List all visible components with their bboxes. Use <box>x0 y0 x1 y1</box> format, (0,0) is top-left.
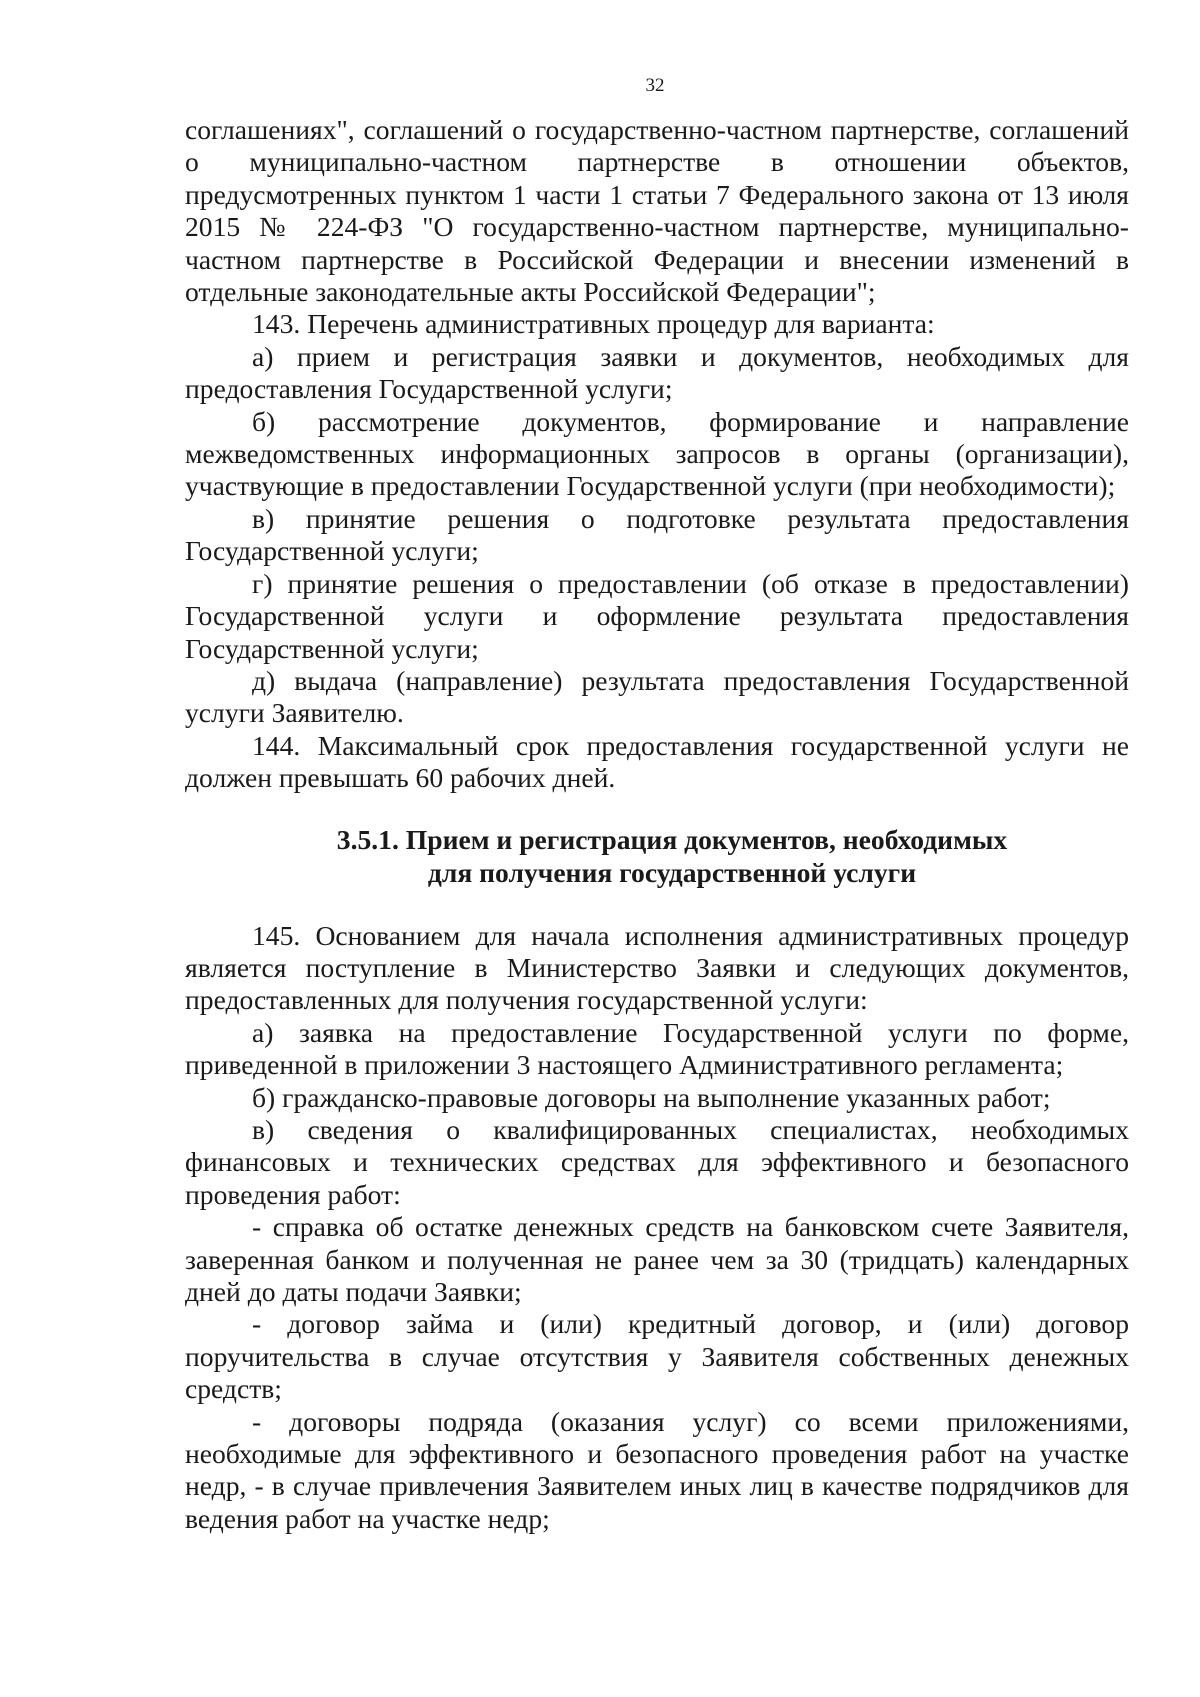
paragraph: 143. Перечень административных процедур для варианта: <box>252 308 935 340</box>
section-heading-line-2: для получения государственной услуги <box>427 856 917 888</box>
paragraph: б) гражданско-правовые договоры на выполнение указанных работ; <box>252 1081 1051 1113</box>
page-number: 32 <box>645 75 665 96</box>
paragraph: в) принятие решения о подготовке результата предоставления Государственной услуги; <box>185 502 1129 567</box>
paragraph: - справка об остатке денежных средств на банковском счете Заявителя, заверенная банком и полученная не ранее чем за 30 (тридцать) календарных дней до даты подачи Заявки; <box>185 1211 1129 1307</box>
paragraph: в) сведения о квалифицированных специалистах, необходимых финансовых и технических средствах для эффективного и безопасного проведения работ: <box>185 1113 1129 1210</box>
paragraph: б) рассмотрение документов, формирование и направление межведомственных информационных запросов в органы (организации), участвующие в предоставлении Государственной услуги (при необходимости); <box>185 405 1129 502</box>
paragraph: соглашениях", соглашений о государственно-частном партнерстве, соглашений о муниципально-частном партнерстве в отношении объектов, предусмотренных пунктом 1 части 1 статьи 7 Федерального закона от 13 июля 2015 № 224-ФЗ "О государственно-частном партнерстве, муниципально-частном партнерстве в Российской Федерации и внесении изменений в отдельные законодательные акты Российской Федерации"; <box>185 114 1129 308</box>
paragraph: - договоры подряда (оказания услуг) со всеми приложениями, необходимые для эффективного и безопасного проведения работ на участке недр, - в случае привлечения Заявителем иных лиц в качестве подрядчиков для ведения работ на участке недр; <box>185 1405 1129 1534</box>
paragraph: - договор займа и (или) кредитный договор, и (или) договор поручительства в случае отсутствия у Заявителя собственных денежных средств; <box>185 1308 1129 1405</box>
paragraph-group-top <box>185 114 1129 795</box>
document-body <box>185 114 1129 1535</box>
section-heading-line-1: 3.5.1. Прием и регистрация документов, необходимых <box>336 823 1008 855</box>
paragraph: 144. Максимальный срок предоставления государственной услуги не должен превышать 60 рабочих дней. <box>185 729 1129 794</box>
paragraph: 145. Основанием для начала исполнения административных процедур является поступление в Министерство Заявки и следующих документов, предоставленных для получения государственной услуги: <box>185 919 1129 1016</box>
paragraph: г) принятие решения о предоставлении (об отказе в предоставлении) Государственной услуги и оформление результата предоставления Государственной услуги; <box>185 567 1129 664</box>
paragraph: а) прием и регистрация заявки и документов, необходимых для предоставления Государственной услуги; <box>185 340 1129 405</box>
paragraph: д) выдача (направление) результата предоставления Государственной услуги Заявителю. <box>185 664 1129 729</box>
paragraph: а) заявка на предоставление Государственной услуги по форме, приведенной в приложении 3 настоящего Административного регламента; <box>185 1016 1129 1081</box>
section-heading <box>185 823 1129 889</box>
paragraph-group-bottom <box>185 920 1129 1536</box>
